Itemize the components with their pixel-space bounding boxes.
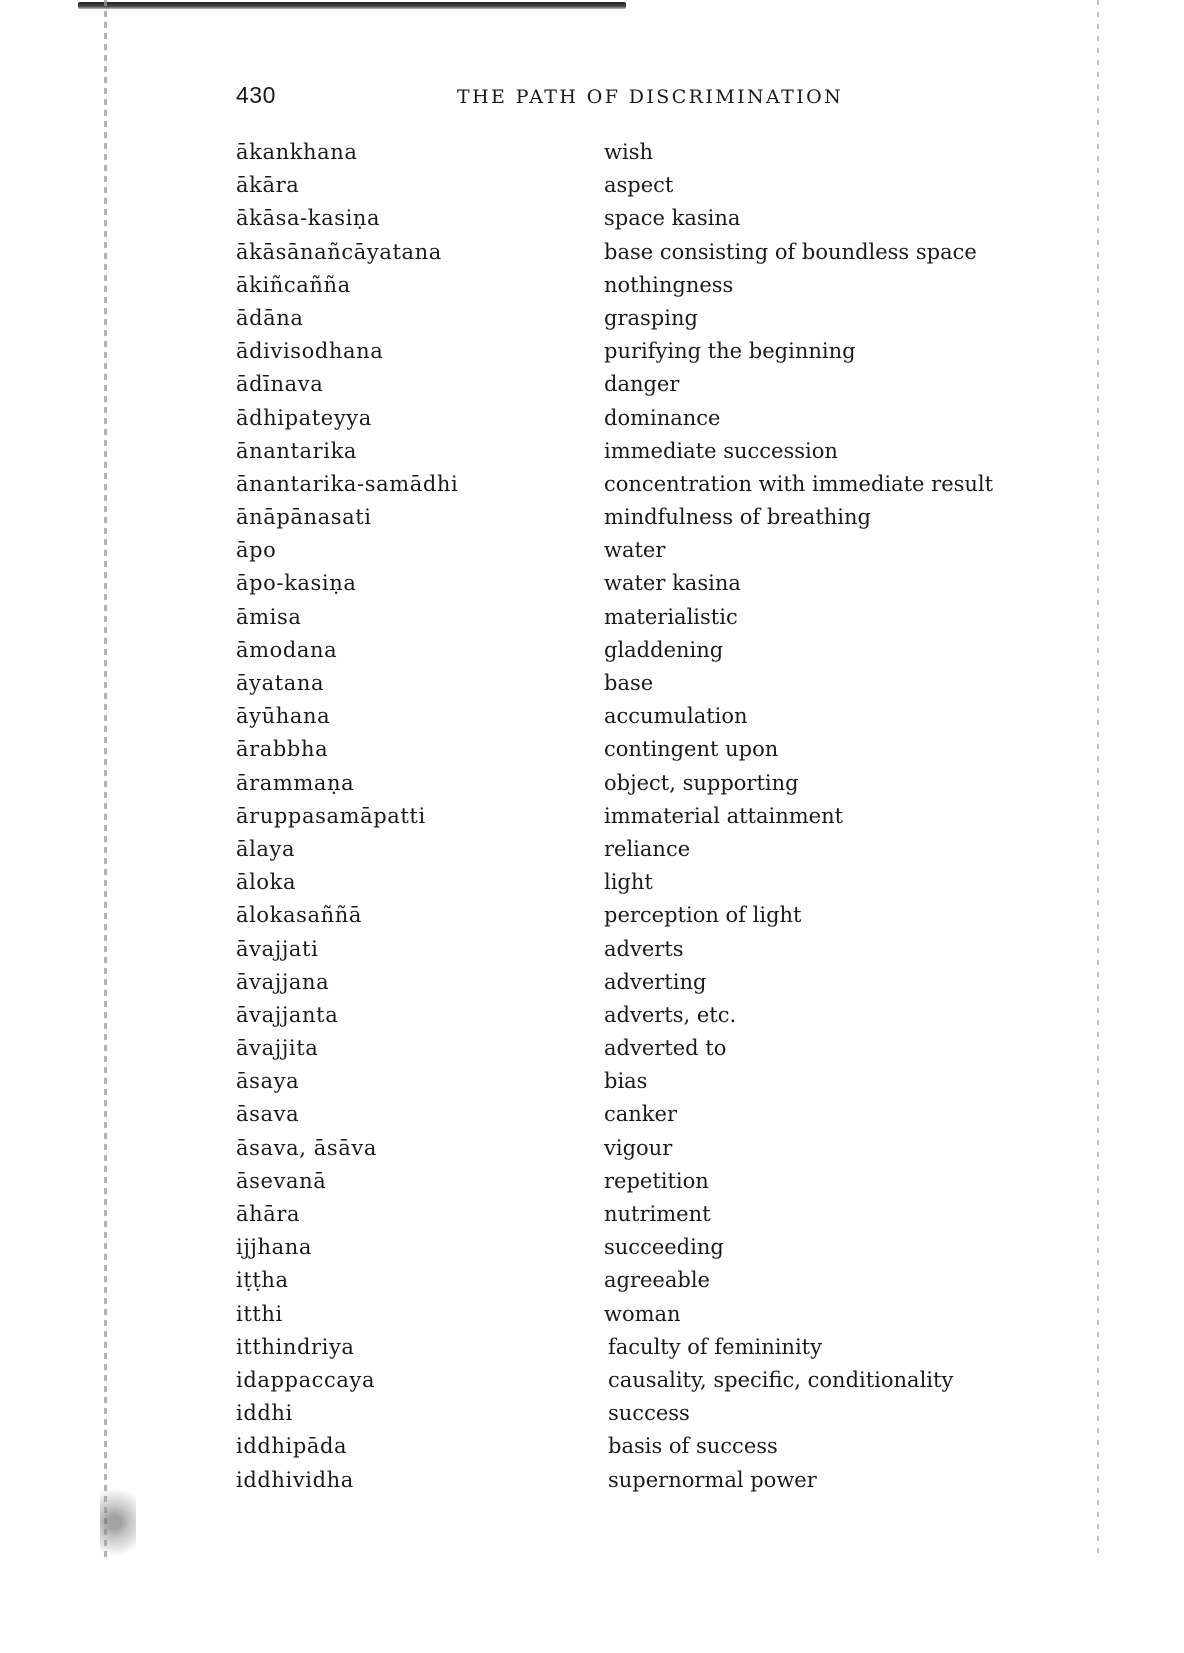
glossary-row [236, 173, 1056, 206]
pali-term: ijjhana [236, 1235, 313, 1260]
english-gloss: bias [604, 1069, 648, 1094]
glossary-row [236, 472, 1056, 505]
english-gloss: canker [604, 1102, 677, 1127]
glossary-row [236, 538, 1056, 571]
scan-right-edge [1097, 0, 1099, 1560]
pali-term: āvajjana [236, 969, 330, 994]
english-gloss: repetition [604, 1168, 709, 1193]
english-gloss: grasping [604, 305, 698, 330]
english-gloss: dominance [604, 405, 721, 430]
english-gloss: succeeding [604, 1235, 724, 1260]
glossary-row [236, 1036, 1056, 1069]
glossary-row [236, 406, 1056, 439]
english-gloss: base [604, 671, 654, 695]
pali-term: ālaya [236, 836, 296, 861]
pali-term: āyūhana [236, 704, 331, 729]
pali-term: ārabbha [236, 737, 329, 762]
english-gloss: adverting [604, 969, 707, 994]
pali-term: āsevanā [236, 1168, 327, 1193]
english-gloss: nutriment [604, 1202, 711, 1226]
glossary-row [236, 240, 1056, 273]
english-gloss: concentration with immediate result [604, 471, 994, 496]
english-gloss: vigour [604, 1135, 673, 1160]
pali-term: iddhi [236, 1401, 293, 1426]
english-gloss: reliance [604, 836, 691, 861]
glossary-row [236, 737, 1056, 770]
glossary-row [236, 804, 1056, 837]
book-title: THE PATH OF DISCRIMINATION [457, 86, 844, 108]
pali-term: ādivisodhana [236, 339, 384, 364]
english-gloss: space kasina [604, 206, 741, 231]
running-head [236, 80, 1056, 116]
glossary-row [236, 306, 1056, 339]
glossary-row [236, 1235, 1056, 1268]
glossary-row [236, 1468, 1056, 1501]
pali-term: itthindriya [236, 1334, 355, 1359]
pali-term: āmodana [236, 637, 338, 662]
pali-term: āruppasamāpatti [236, 803, 426, 828]
glossary-row [236, 273, 1056, 306]
glossary-row [236, 771, 1056, 804]
pali-term: ākāsa-kasiṇa [236, 206, 381, 231]
english-gloss: immediate succession [604, 438, 838, 463]
pali-term: ādhipateyya [236, 405, 372, 430]
pali-term: ākiñcañña [236, 272, 351, 297]
english-gloss: contingent upon [604, 737, 779, 762]
pali-term: āhāra [236, 1202, 301, 1226]
glossary-row [236, 1202, 1056, 1235]
glossary-row [236, 571, 1056, 604]
pali-term: āvajjati [236, 936, 319, 961]
english-gloss: base consisting of boundless space [604, 239, 977, 264]
glossary-row [236, 837, 1056, 870]
glossary-row [236, 372, 1056, 405]
glossary-row [236, 1335, 1056, 1368]
glossary-list [236, 140, 1056, 1501]
pali-term: ānantarika-samādhi [236, 471, 459, 496]
scan-left-edge [104, 0, 107, 1560]
english-gloss: wish [604, 140, 653, 164]
pali-term: itthi [236, 1301, 283, 1326]
pali-term: ākāsānañcāyatana [236, 239, 442, 264]
english-gloss: perception of light [604, 903, 802, 928]
pali-term: ānāpānasati [236, 505, 372, 530]
pali-term: ādīnava [236, 372, 324, 397]
english-gloss: immaterial attainment [604, 803, 844, 828]
glossary-row [236, 704, 1056, 737]
pali-term: ānantarika [236, 438, 358, 463]
english-gloss: water kasina [604, 571, 741, 596]
glossary-row [236, 1169, 1056, 1202]
glossary-row [236, 970, 1056, 1003]
english-gloss: basis of success [608, 1434, 778, 1459]
english-gloss: causality, specific, conditionality [608, 1367, 954, 1392]
pali-term: āvajjita [236, 1036, 319, 1061]
pali-term: iṭṭha [236, 1268, 289, 1293]
english-gloss: adverts, etc. [604, 1002, 737, 1027]
english-gloss: object, supporting [604, 770, 799, 795]
english-gloss: woman [604, 1301, 681, 1326]
scan-smudge [100, 1490, 136, 1570]
english-gloss: adverted to [604, 1036, 727, 1061]
pali-term: āloka [236, 870, 297, 895]
english-gloss: adverts [604, 936, 684, 961]
pali-term: ākāra [236, 173, 300, 198]
glossary-row [236, 638, 1056, 671]
pali-term: ākankhana [236, 140, 358, 164]
english-gloss: light [604, 870, 653, 895]
english-gloss: danger [604, 372, 680, 397]
glossary-row [236, 870, 1056, 903]
glossary-row [236, 1268, 1056, 1301]
glossary-row [236, 339, 1056, 372]
english-gloss: purifying the beginning [604, 339, 856, 364]
glossary-row [236, 937, 1056, 970]
glossary-row [236, 903, 1056, 936]
pali-term: ārammaṇa [236, 770, 355, 795]
pali-term: āvajjanta [236, 1002, 339, 1027]
glossary-row [236, 1102, 1056, 1135]
english-gloss: materialistic [604, 604, 738, 629]
pali-term: āpo [236, 538, 277, 563]
glossary-row [236, 206, 1056, 239]
english-gloss: gladdening [604, 637, 724, 662]
pali-term: āsava [236, 1102, 300, 1127]
english-gloss: accumulation [604, 704, 748, 729]
english-gloss: aspect [604, 173, 674, 198]
pali-term: iddhipāda [236, 1434, 348, 1459]
scan-top-rule [78, 2, 626, 9]
pali-term: idappaccaya [236, 1367, 376, 1392]
pali-term: iddhividha [236, 1467, 354, 1492]
english-gloss: nothingness [604, 272, 734, 297]
glossary-row [236, 1302, 1056, 1335]
pali-term: āsava, āsāva [236, 1135, 377, 1160]
glossary-row [236, 439, 1056, 472]
glossary-row [236, 505, 1056, 538]
page-number: 430 [236, 82, 276, 108]
glossary-row [236, 1368, 1056, 1401]
glossary-row [236, 671, 1056, 704]
english-gloss: supernormal power [608, 1467, 817, 1492]
english-gloss: mindfulness of breathing [604, 505, 871, 530]
pali-term: āpo-kasiṇa [236, 571, 357, 596]
glossary-row [236, 1136, 1056, 1169]
glossary-row [236, 605, 1056, 638]
glossary-row [236, 1434, 1056, 1467]
pali-term: āyatana [236, 671, 325, 695]
english-gloss: agreeable [604, 1268, 710, 1293]
english-gloss: water [604, 538, 666, 563]
english-gloss: success [608, 1401, 690, 1426]
glossary-row [236, 1003, 1056, 1036]
pali-term: āsaya [236, 1069, 300, 1094]
glossary-row [236, 140, 1056, 173]
glossary-row [236, 1401, 1056, 1434]
glossary-row [236, 1069, 1056, 1102]
pali-term: ādāna [236, 305, 304, 330]
english-gloss: faculty of femininity [608, 1334, 822, 1359]
pali-term: āmisa [236, 604, 302, 629]
pali-term: ālokasaññā [236, 903, 362, 928]
